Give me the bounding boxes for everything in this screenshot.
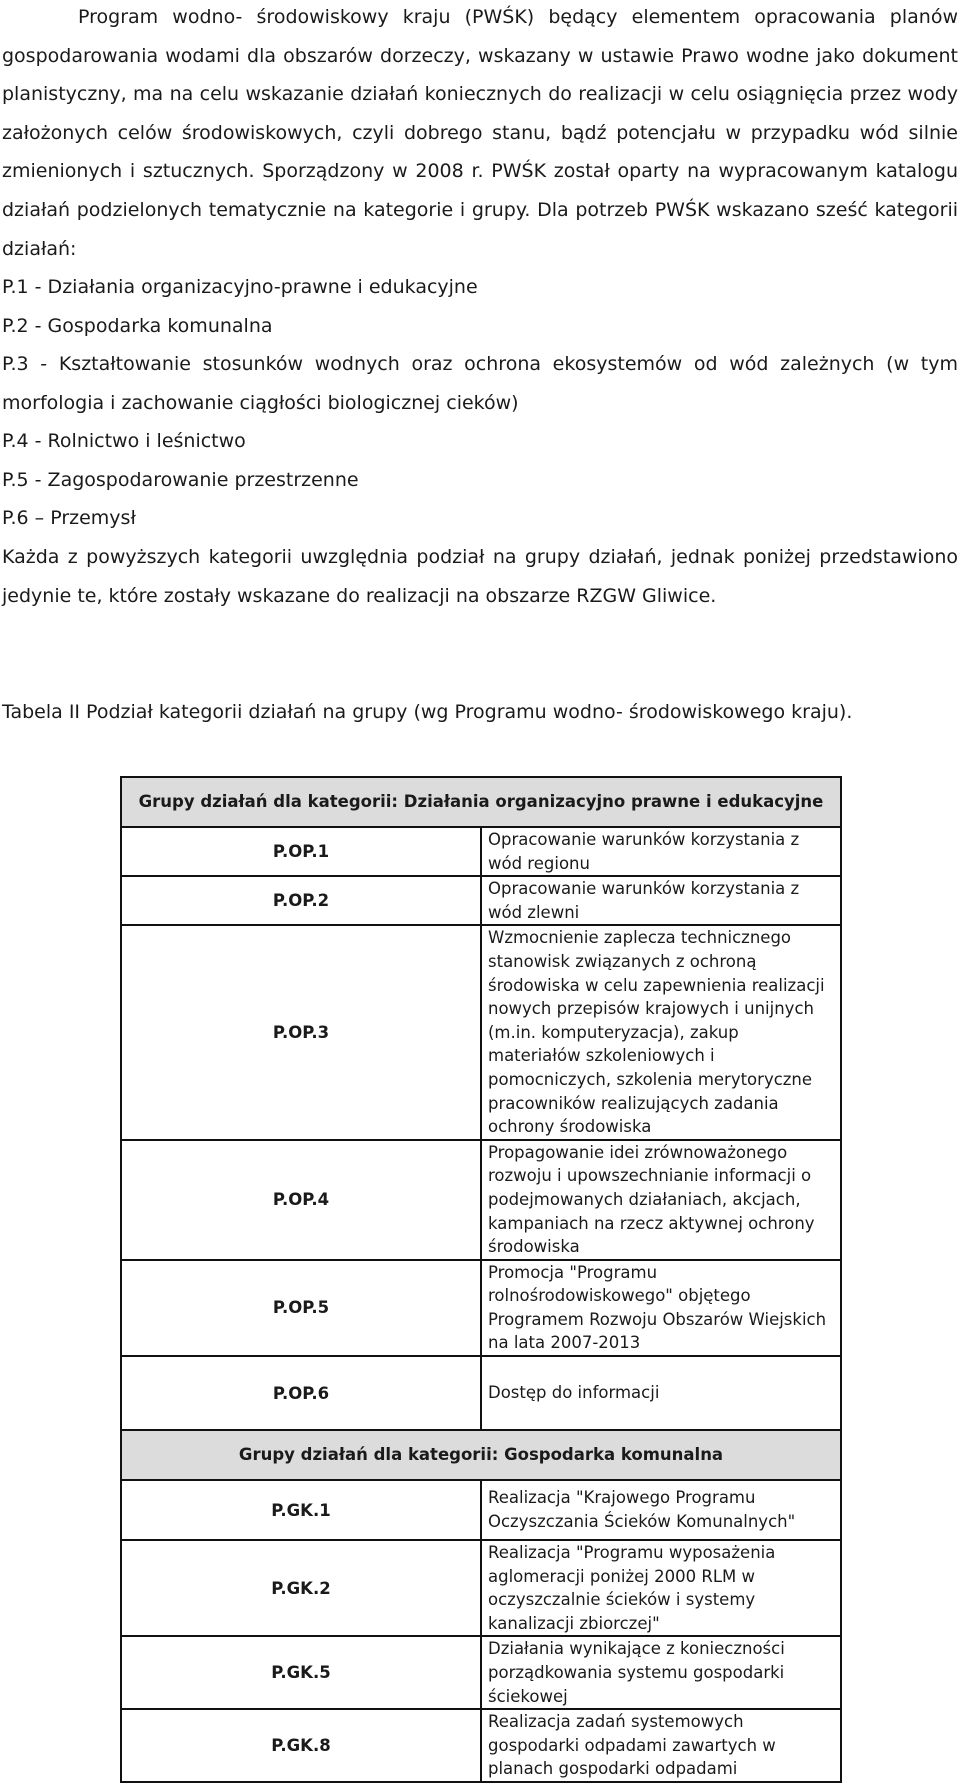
category-item: P.3 - Kształtowanie stosunków wodnych oraz ochrona ekosystemów od wód zależnych (w tym morfologia i zachowanie ciągłości biologicznej cieków) <box>2 353 958 414</box>
category-item: P.4 - Rolnictwo i leśnictwo <box>2 430 246 452</box>
group-description: Dostęp do informacji <box>481 1356 841 1430</box>
table-row <box>121 1480 841 1540</box>
group-code: P.GK.1 <box>121 1480 481 1540</box>
group-description: Wzmocnienie zaplecza technicznego stanowisk związanych z ochroną środowiska w celu zapewnienia realizacji nowych przepisów krajowych i unijnych (m.in. komputeryzacja), zakup materiałów szkoleniowych i pomocniczych, szkolenia merytoryczne pracowników realizujących zadania ochrony środowiska <box>481 925 841 1139</box>
group-description: Promocja "Programu rolnośrodowiskowego" objętego Programem Rozwoju Obszarów Wiejskich na lata 2007-2013 <box>481 1260 841 1356</box>
group-code: P.OP.1 <box>121 827 481 876</box>
category-item: P.1 - Działania organizacyjno-prawne i edukacyjne <box>2 276 478 298</box>
group-code: P.GK.2 <box>121 1540 481 1636</box>
table-row <box>121 1260 841 1356</box>
table-header-row <box>121 777 841 827</box>
table-row <box>121 925 841 1139</box>
group-code: P.GK.8 <box>121 1709 481 1782</box>
group-code: P.OP.4 <box>121 1140 481 1260</box>
group-description: Realizacja "Programu wyposażenia aglomeracji poniżej 2000 RLM w oczyszczalnie ścieków i systemy kanalizacji zbiorczej" <box>481 1540 841 1636</box>
group-description: Działania wynikające z konieczności porządkowania systemu gospodarki ściekowej <box>481 1636 841 1709</box>
action-groups-table <box>120 776 842 1783</box>
group-code: P.OP.5 <box>121 1260 481 1356</box>
category-item: P.2 - Gospodarka komunalna <box>2 315 273 337</box>
category-item: P.5 - Zagospodarowanie przestrzenne <box>2 469 359 491</box>
group-description: Opracowanie warunków korzystania z wód regionu <box>481 827 841 876</box>
table-row <box>121 1636 841 1709</box>
intro-paragraph: Program wodno- środowiskowy kraju (PWŚK) będący elementem opracowania planów gospodarowania wodami dla obszarów dorzeczy, wskazany w ustawie Prawo wodne jako dokument planistyczny, ma na celu wskazanie działań koniecznych do realizacji w celu osiągnięcia przez wody założonych celów środowiskowych, czyli dobrego stanu, bądź potencjału w przypadku wód silnie zmienionych i sztucznych. Sporządzony w 2008 r. PWŚK został oparty na wypracowanym katalogu działań podzielonych tematycznie na kategorie i grupy. Dla potrzeb PWŚK wskazano sześć kategorii działań: <box>2 6 958 260</box>
group-description: Opracowanie warunków korzystania z wód zlewni <box>481 876 841 925</box>
group-code: P.OP.3 <box>121 925 481 1139</box>
group-description: Realizacja "Krajowego Programu Oczyszczania Ścieków Komunalnych" <box>481 1480 841 1540</box>
group-description: Propagowanie idei zrównoważonego rozwoju i upowszechnianie informacji o podejmowanych działaniach, akcjach, kampaniach na rzecz aktywnej ochrony środowiska <box>481 1140 841 1260</box>
group-code: P.OP.6 <box>121 1356 481 1430</box>
table-row <box>121 1140 841 1260</box>
table-row <box>121 827 841 876</box>
note-paragraph: Każda z powyższych kategorii uwzględnia podział na grupy działań, jednak poniżej przedstawiono jedynie te, które zostały wskazane do realizacji na obszarze RZGW Gliwice. <box>2 546 958 607</box>
table-header-row <box>121 1430 841 1480</box>
table-row <box>121 1709 841 1782</box>
group-code: P.GK.5 <box>121 1636 481 1709</box>
gk-category-header: Grupy działań dla kategorii: Gospodarka komunalna <box>121 1430 841 1480</box>
table-row <box>121 1356 841 1430</box>
group-description: Realizacja zadań systemowych gospodarki odpadami zawartych w planach gospodarki odpadami <box>481 1709 841 1782</box>
table-caption: Tabela II Podział kategorii działań na grupy (wg Programu wodno- środowiskowego kraju). <box>2 701 853 723</box>
table-row <box>121 1540 841 1636</box>
table-row <box>121 876 841 925</box>
op-category-header: Grupy działań dla kategorii: Działania organizacyjno prawne i edukacyjne <box>121 777 841 827</box>
group-code: P.OP.2 <box>121 876 481 925</box>
category-item: P.6 – Przemysł <box>2 507 136 529</box>
